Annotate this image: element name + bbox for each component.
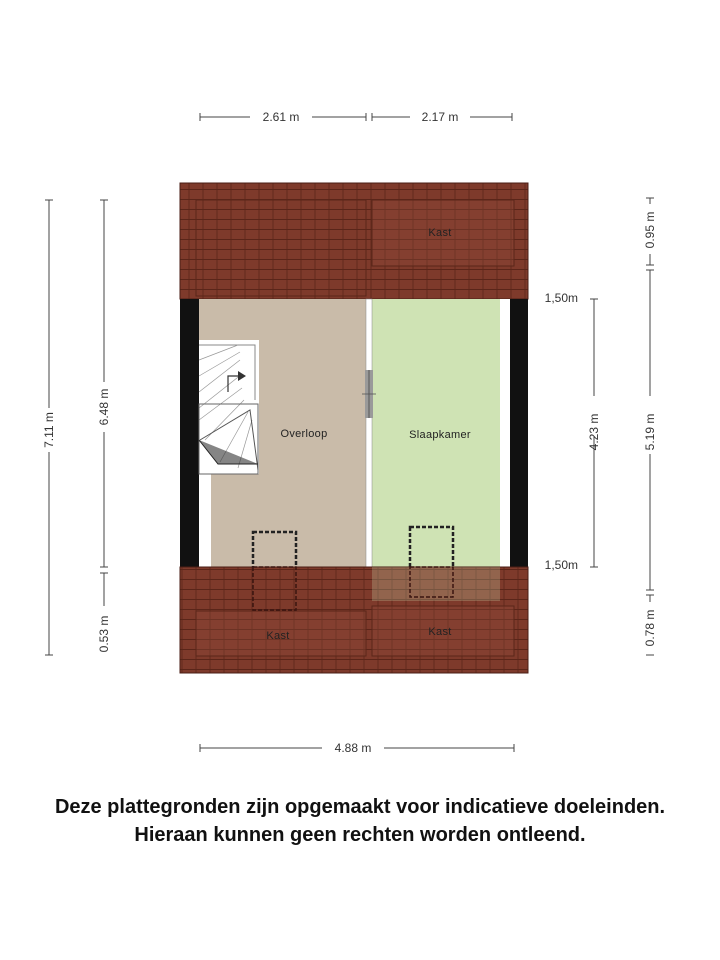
- dim-right-outer-mid: 5.19 m: [643, 413, 657, 451]
- dim-top-left: 2.61 m: [262, 110, 300, 124]
- left-wall: [180, 299, 199, 567]
- dim-right-outer-top: 0.95 m: [643, 211, 657, 249]
- dim-top-right: 2.17 m: [421, 110, 459, 124]
- dimension-top: [200, 113, 512, 121]
- right-wall: [510, 299, 528, 567]
- dim-bottom: 4.88 m: [334, 741, 372, 755]
- dim-left-inner: 6.48 m: [97, 388, 111, 426]
- slaapkamer-wall: [500, 299, 510, 567]
- dim-right-bottom-label: 1,50m: [544, 558, 578, 572]
- dim-left-outer: 7.11 m: [42, 412, 56, 448]
- dim-right-top-label: 1,50m: [544, 291, 578, 305]
- dim-left-small: 0.53 m: [97, 615, 111, 653]
- dim-right-inner: 4.23 m: [587, 413, 601, 451]
- room-label-kast-top: Kast: [428, 227, 452, 239]
- room-label-kast-bottom-left: Kast: [266, 630, 290, 642]
- roof-top: [180, 183, 528, 299]
- dim-right-outer-bottom: 0.78 m: [643, 609, 657, 647]
- disclaimer-line-1: Deze plattegronden zijn opgemaakt voor indicatieve doeleinden.: [54, 796, 666, 818]
- slaapkamer-floor: [372, 299, 500, 599]
- room-label-kast-bottom-right: Kast: [428, 626, 452, 638]
- room-label-overloop: Overloop: [280, 428, 328, 440]
- room-label-slaapkamer: Slaapkamer: [409, 429, 471, 441]
- roof-bottom: [180, 567, 528, 673]
- disclaimer-line-2: Hieraan kunnen geen rechten worden ontleend.: [134, 824, 586, 846]
- partition-wall: [366, 299, 372, 567]
